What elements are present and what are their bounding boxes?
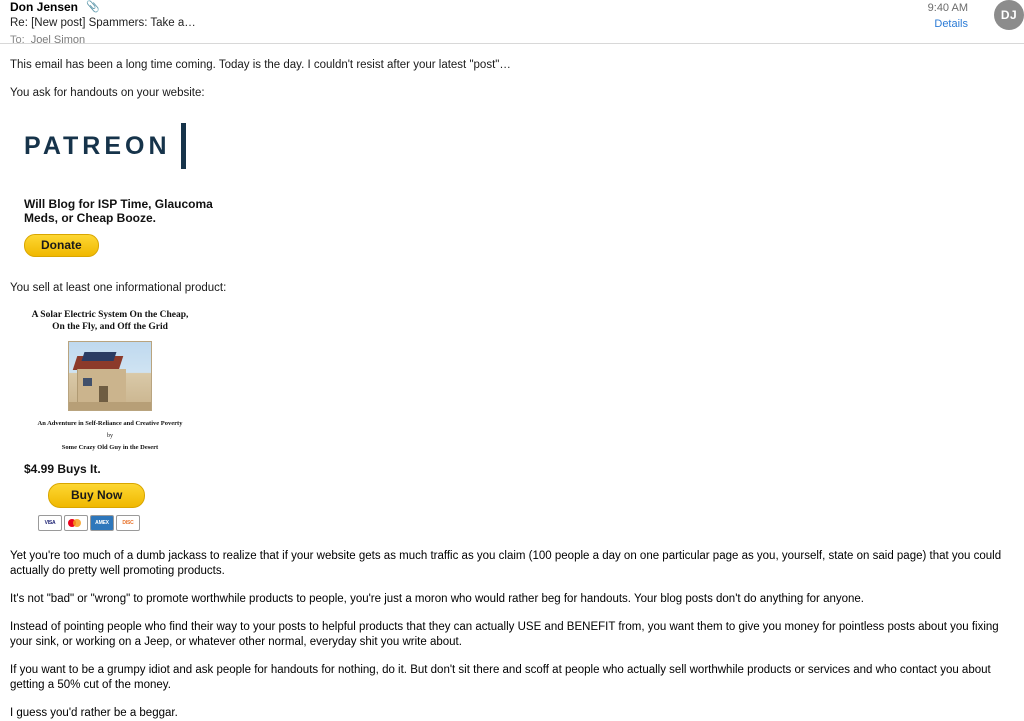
mastercard-card-icon [64, 515, 88, 531]
book-author: Some Crazy Old Guy in the Desert [61, 444, 159, 451]
payment-cards-row [0, 515, 190, 531]
amex-card-icon: AMEX [90, 515, 114, 531]
recipient-row [10, 33, 1010, 48]
patreon-promo-block [24, 123, 1012, 257]
email-subject: Re: [New post] Spammers: Take a… [10, 17, 196, 29]
patreon-logo [24, 123, 1012, 169]
recipient-name[interactable]: Joel Simon [30, 34, 86, 46]
details-link[interactable]: Details [934, 18, 968, 30]
header-right [890, 2, 1010, 31]
patreon-tagline: Will Blog for ISP Time, Glaucoma Meds, or Cheap Booze. [24, 197, 213, 225]
sender-row [10, 0, 1010, 14]
intro-paragraph-1: This email has been a long time coming. Today is the day. I couldn't resist after your latest "post"… [10, 59, 511, 71]
body-paragraph-5: I guess you'd rather be a beggar. [10, 707, 178, 719]
book-title: A Solar Electric System On the Cheap, On the Fly, and Off the Grid [31, 310, 189, 332]
buy-now-button[interactable]: Buy Now [48, 483, 145, 508]
body-paragraph-1: Yet you're too much of a dumb jackass to realize that if your website gets as much traffic as you claim (100 people a day on one particular page as you, yourself, state on said page) that you could actually do pretty well promoting products. [10, 550, 1002, 577]
paperclip-icon: 📎 [86, 1, 100, 13]
book-by-label: by [107, 433, 113, 439]
body-paragraph-4: If you want to be a grumpy idiot and ask people for handouts for nothing, do it. But don't sit there and scoff at people who actually sell worthwhile products or services and who contact you about getting a 50% cut of the money. [10, 664, 991, 691]
email-header [0, 0, 1024, 44]
email-body-bottom [0, 549, 1024, 721]
sender-name: Don Jensen [10, 0, 79, 14]
book-cover-image [68, 341, 152, 411]
book-subtitle: An Adventure in Self-Reliance and Creative Poverty [37, 420, 183, 427]
body-paragraph-2: It's not "bad" or "wrong" to promote worthwhile products to people, you're just a moron who would rather beg for handouts. Your blog posts don't do anything for anyone. [10, 593, 864, 605]
body-paragraph-3: Instead of pointing people who find their way to your posts to helpful products that they can actually USE and BENEFIT from, you want them to give you money for pointless posts about you fixing your sink, or working on a Jeep, or whatever other normal, everyday shit you write about. [10, 621, 999, 648]
discover-card-icon: DISC [116, 515, 140, 531]
book-price: $4.99 Buys It. [24, 462, 101, 476]
visa-card-icon: VISA [38, 515, 62, 531]
intro-paragraph-2: You ask for handouts on your website: [10, 87, 205, 99]
donate-button[interactable]: Donate [24, 234, 99, 257]
book-promo-block [24, 309, 190, 531]
email-body [0, 44, 1024, 531]
to-label: To: [10, 34, 25, 46]
product-intro-paragraph: You sell at least one informational product: [10, 282, 227, 294]
patreon-wordmark: PATREON [24, 131, 171, 160]
avatar: DJ [994, 0, 1024, 30]
patreon-bar-icon [181, 123, 186, 169]
email-timestamp: 9:40 AM [927, 2, 968, 14]
